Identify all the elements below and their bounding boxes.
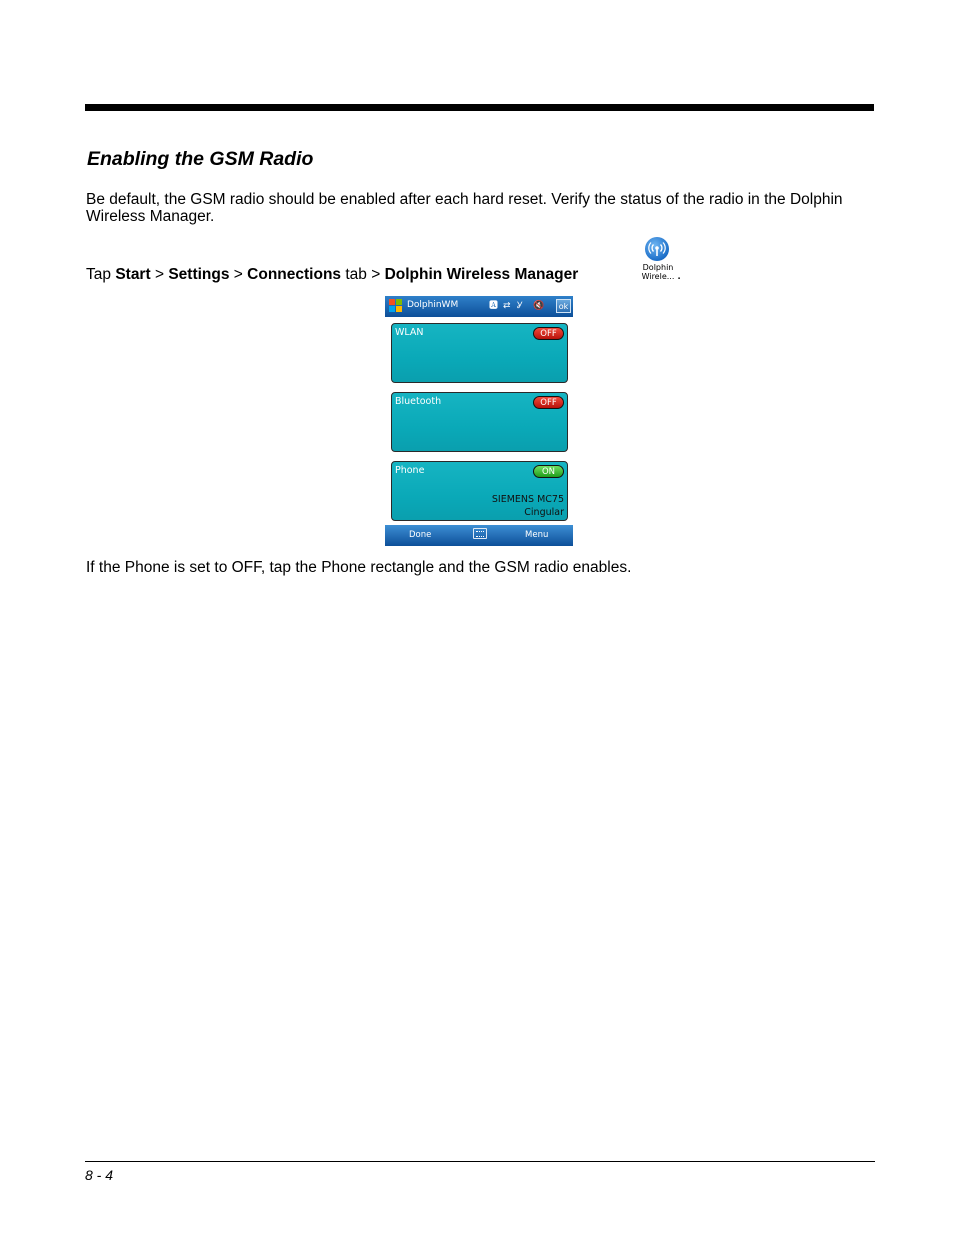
- input-mode-icon: 🅰: [489, 301, 499, 311]
- page-number: 8 - 4: [85, 1167, 114, 1183]
- menu-softkey[interactable]: Menu: [525, 530, 549, 540]
- status-tray: [489, 299, 549, 313]
- section-title: Enabling the GSM Radio: [87, 148, 314, 170]
- wlan-panel[interactable]: [391, 323, 568, 383]
- instruction-tab-text: tab >: [345, 266, 381, 283]
- instruction-end: .: [677, 266, 682, 283]
- intro-paragraph: Be default, the GSM radio should be enabled after each hard reset. Verify the status of the radio in the Dolphin Wireless Manager.: [86, 191, 843, 225]
- bottom-rule: [85, 1161, 875, 1162]
- instruction-start: Start: [115, 266, 151, 283]
- signal-strength-icon: Ỿ: [517, 301, 523, 311]
- phone-label: Phone: [395, 465, 425, 476]
- wlan-status-badge[interactable]: OFF: [533, 327, 564, 340]
- instruction-paragraph: [86, 266, 578, 283]
- top-rule: [85, 104, 874, 111]
- softkey-bar: [385, 525, 573, 546]
- dolphin-wm-screenshot: [385, 296, 573, 546]
- instruction-manager: Dolphin Wireless Manager: [384, 266, 579, 283]
- followup-paragraph: If the Phone is set to OFF, tap the Phone rectangle and the GSM radio enables.: [86, 559, 632, 576]
- app-icon-caption-line: Dolphin: [642, 263, 674, 272]
- app-icon-caption-line: Wirele...: [641, 272, 675, 281]
- windows-start-icon[interactable]: [389, 299, 403, 313]
- instruction-sep: >: [233, 266, 243, 283]
- wlan-label: WLAN: [395, 327, 424, 338]
- phone-status-badge[interactable]: ON: [533, 465, 564, 478]
- app-icon-caption: [636, 263, 680, 281]
- app-title: DolphinWM: [407, 300, 459, 310]
- keyboard-icon[interactable]: [473, 528, 487, 539]
- bluetooth-status-badge[interactable]: OFF: [533, 396, 564, 409]
- phone-carrier-name: Cingular: [524, 507, 564, 518]
- wireless-signal-icon: [645, 237, 669, 261]
- ok-button[interactable]: ok: [556, 299, 571, 313]
- instruction-tap: Tap: [86, 266, 111, 283]
- instruction-settings: Settings: [168, 266, 230, 283]
- phone-panel[interactable]: [391, 461, 568, 521]
- instruction-sep: >: [154, 266, 165, 283]
- phone-modem-name: SIEMENS MC75: [491, 494, 564, 505]
- bluetooth-panel[interactable]: [391, 392, 568, 452]
- title-bar: [385, 296, 573, 317]
- bluetooth-label: Bluetooth: [395, 396, 442, 407]
- done-softkey[interactable]: Done: [409, 530, 432, 540]
- volume-muted-icon: 🔇: [533, 301, 545, 311]
- dolphin-wireless-app-icon: [636, 236, 680, 286]
- sync-arrows-icon: ⇄: [503, 301, 511, 311]
- instruction-connections: Connections: [247, 266, 342, 283]
